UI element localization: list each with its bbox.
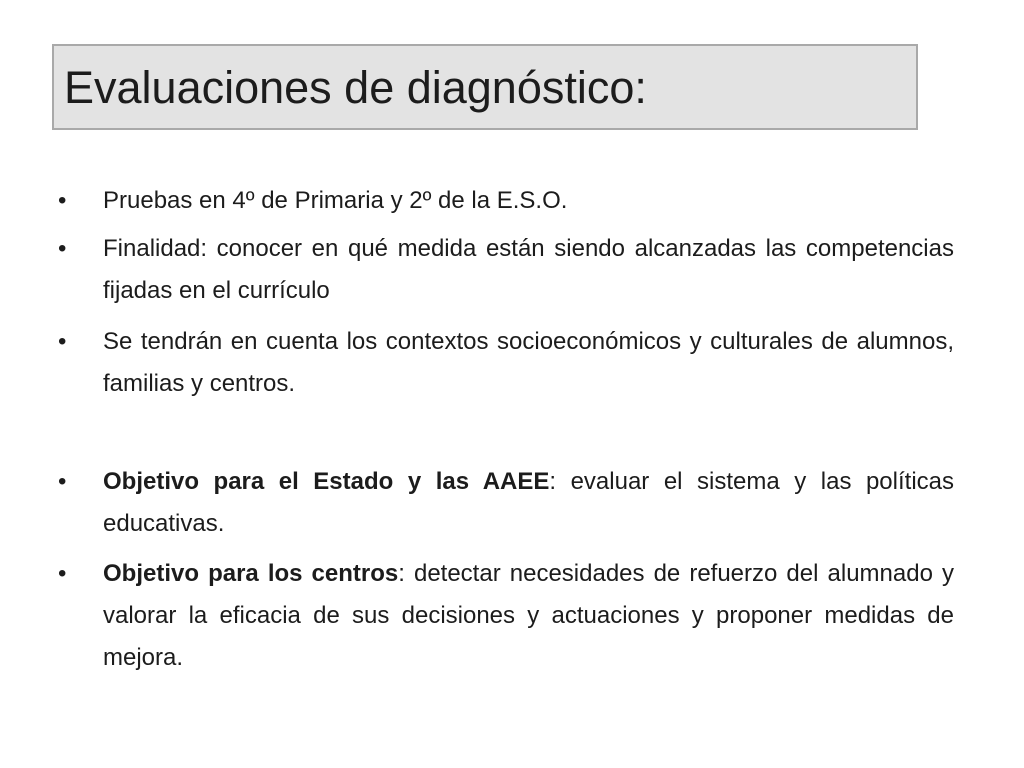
bullet-item bbox=[56, 228, 954, 312]
bullet-dot-icon: • bbox=[58, 328, 67, 355]
bullet-dot-icon: • bbox=[58, 560, 67, 587]
bullet-bold-text: Objetivo para los centros bbox=[103, 560, 399, 587]
bullet-item bbox=[56, 321, 954, 405]
bullet-item bbox=[56, 461, 954, 545]
bullet-text: : detectar necesidades de refuerzo del alumnado y valorar la eficacia de sus decisiones y actuaciones y proponer medidas de mejora. bbox=[103, 560, 954, 671]
bullet-text: Pruebas en 4º de Primaria y 2º de la E.S.O. bbox=[103, 187, 568, 214]
bullet-dot-icon: • bbox=[58, 187, 67, 214]
bullet-dot-icon: • bbox=[58, 468, 67, 495]
bullet-dot-icon: • bbox=[58, 235, 67, 262]
bullet-list bbox=[56, 180, 954, 679]
bullet-item bbox=[56, 180, 954, 222]
bullet-text: Se tendrán en cuenta los contextos socioeconómicos y culturales de alumnos, familias y centros. bbox=[103, 328, 954, 397]
bullet-bold-text: Objetivo para el Estado y las AAEE bbox=[103, 468, 550, 495]
bullet-text: Finalidad: conocer en qué medida están siendo alcanzadas las competencias fijadas en el currículo bbox=[103, 235, 954, 304]
bullet-text: : evaluar el sistema y las políticas educativas. bbox=[103, 468, 955, 537]
title-box bbox=[52, 44, 918, 130]
bullet-item bbox=[56, 553, 954, 679]
slide-title: Evaluaciones de diagnóstico: bbox=[64, 62, 647, 113]
